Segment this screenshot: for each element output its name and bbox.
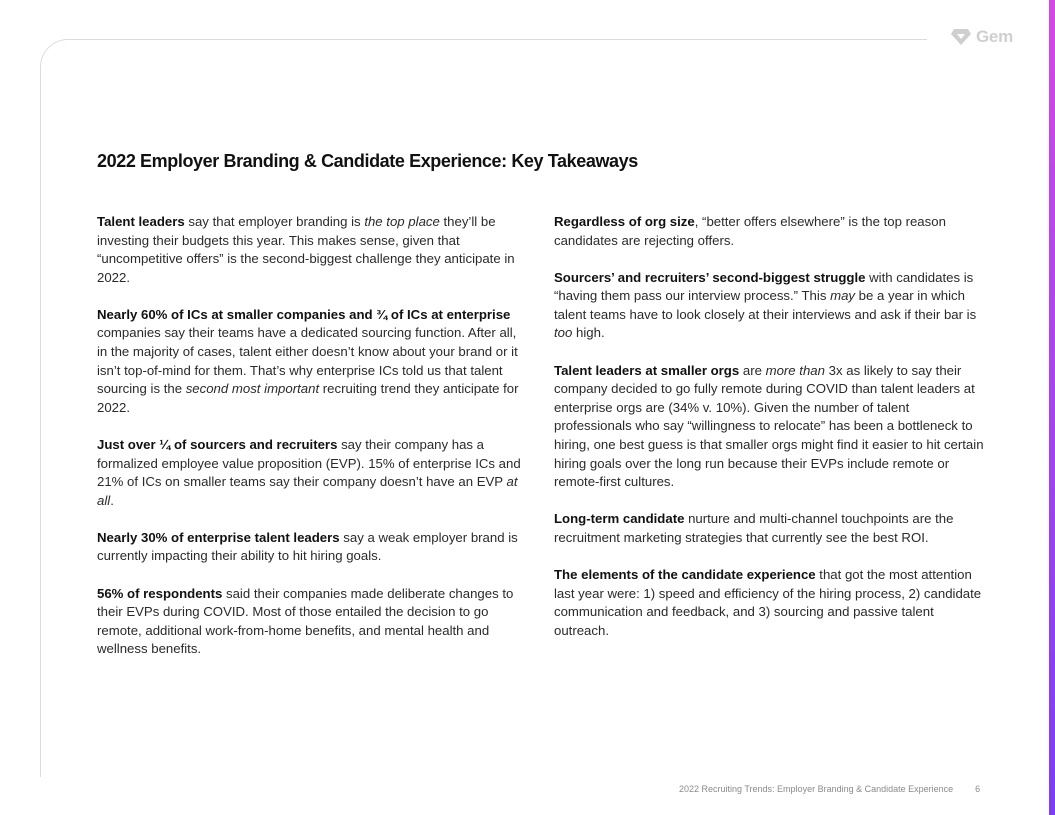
takeaway-paragraph: Regardless of org size, “better offers elsewhere” is the top reason candidates are rejecting offers. (554, 214, 946, 248)
page-footer (679, 784, 980, 794)
takeaway-paragraph: Talent leaders say that employer branding is the top place they’ll be investing their budgets this year. This makes sense, given that “uncompetitive offers” is the second-biggest challenge they anticipate in 2022. (97, 214, 515, 285)
takeaway-paragraph: Just over ¼ of sourcers and recruiters say their company has a formalized employee value proposition (EVP). 15% of enterprise ICs and 21% of ICs on smaller teams say their company doesn’t have an EVP at all. (97, 436, 521, 508)
takeaway-paragraph: The elements of the candidate experience that got the most attention last year were: 1) speed and efficiency of the hiring process, 2) candidate communication and feedback, and 3) sourcing and passive talent outreach. (554, 566, 982, 638)
takeaway-paragraph: Sourcers’ and recruiters’ second-biggest struggle with candidates is “having them pass our interview process.” This may be a year in which talent teams have to look closely at their interviews and ask if their bar is too high. (554, 269, 977, 341)
takeaway-paragraph: Nearly 60% of ICs at smaller companies and ¾ of ICs at enterprise companies say their teams have a dedicated sourcing function. After all, in the majority of cases, talent either doesn’t know about your brand or it isn’t top-of-mind for them. That’s why enterprise ICs told us that talent sourcing is the second most important recruiting trend they anticipate for 2022. (97, 306, 519, 415)
logo-text: Gem (976, 27, 1013, 46)
takeaway-paragraph: 56% of respondents said their companies made deliberate changes to their EVPs during COVID. Most of those entailed the decision to go remote, additional work-from-home benefits, and mental health and wellness benefits. (97, 585, 514, 657)
page-number: 6 (975, 784, 981, 794)
takeaway-paragraph: Long-term candidate nurture and multi-channel touchpoints are the recruitment marketing strategies that currently see the best ROI. (554, 511, 954, 545)
left-column (97, 213, 527, 677)
takeaway-paragraph: Nearly 30% of enterprise talent leaders say a weak employer brand is currently impacting their ability to hit hiring goals. (97, 529, 518, 564)
takeaway-paragraph: Talent leaders at smaller orgs are more than 3x as likely to say their company decided to go fully remote during COVID than talent leaders at enterprise orgs are (34% v. 10%). Given the number of talent professionals who say “willingness to relocate” has been a bottleneck to hiring, one best guess is that smaller orgs might find it easier to hit certain hiring goals over the long run because their EVPs include remote or remote-first cultures. (554, 362, 984, 490)
right-column (554, 213, 984, 659)
gem-logo (950, 27, 1013, 47)
gem-icon (950, 28, 972, 46)
accent-bar (1049, 0, 1055, 815)
page-title: 2022 Employer Branding & Candidate Experience: Key Takeaways (97, 151, 638, 171)
footer-report-title: 2022 Recruiting Trends: Employer Branding & Candidate Experience (679, 784, 954, 794)
